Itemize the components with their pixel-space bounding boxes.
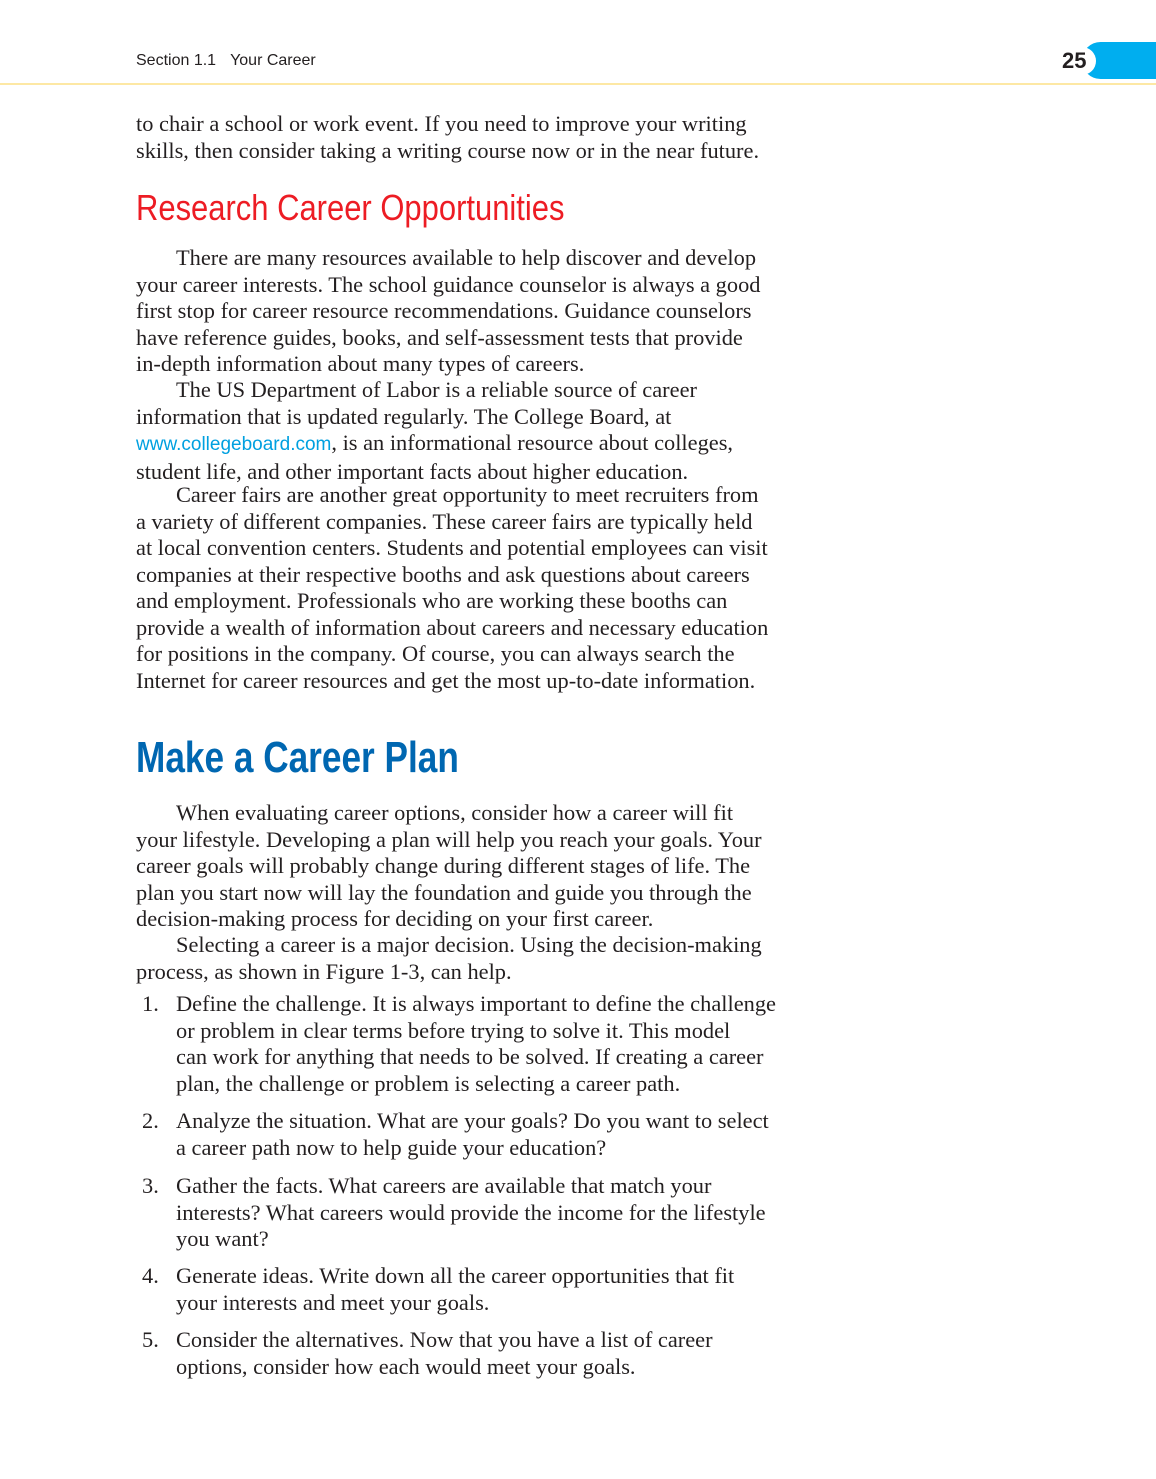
text-line: at local convention centers. Students and potential employees can visit: [136, 535, 768, 560]
text-line: can work for anything that needs to be solved. If creating a career: [176, 1044, 764, 1069]
page-number: 25: [1056, 47, 1096, 75]
text-line: your lifestyle. Developing a plan will help you reach your goals. Your: [136, 826, 762, 852]
text-line: you want?: [176, 1226, 269, 1251]
section-title: Your Career: [230, 52, 316, 69]
text-line: a career path now to help guide your education?: [176, 1134, 607, 1160]
heading-research-career-opportunities: Research Career Opportunities: [136, 187, 565, 228]
text-line: Gather the facts. What careers are available that match your: [176, 1173, 712, 1198]
paragraph: [136, 377, 733, 485]
text-line: Selecting a career is a major decision. Using the decision-making: [176, 932, 762, 957]
text-line: your interests and meet your goals.: [176, 1289, 490, 1315]
list-item: [136, 1263, 734, 1316]
text-line: in-depth information about many types of careers.: [136, 351, 585, 376]
text-line: or problem in clear terms before trying to solve it. This model: [176, 1017, 731, 1043]
text-line: options, consider how each would meet your goals.: [176, 1353, 636, 1379]
section-label: Section 1.1: [136, 52, 217, 69]
text-line: your career interests. The school guidance counselor is always a good: [136, 271, 761, 297]
text-line: provide a wealth of information about careers and necessary education: [136, 614, 769, 640]
collegeboard-link[interactable]: www.collegeboard.com: [136, 434, 332, 455]
list-item: [136, 1327, 713, 1380]
text-line: [136, 430, 733, 459]
list-number: 3.: [142, 1173, 159, 1198]
text-line: Career fairs are another great opportunity to meet recruiters from: [176, 482, 759, 507]
text-line: The US Department of Labor is a reliable source of career: [176, 377, 697, 402]
text-line: skills, then consider taking a writing course now or in the near future.: [136, 137, 760, 163]
text-line: Consider the alternatives. Now that you have a list of career: [176, 1327, 713, 1352]
list-item: [136, 1173, 766, 1253]
list-number: 2.: [142, 1108, 159, 1133]
text-line: companies at their respective booths and ask questions about careers: [136, 561, 750, 587]
header-rule: [0, 83, 1156, 85]
list-item: [136, 991, 776, 1097]
paragraph: [136, 482, 768, 694]
text-line: Internet for career resources and get the most up-to-date information.: [136, 667, 756, 693]
running-header: [136, 52, 316, 70]
list-number: 4.: [142, 1263, 159, 1288]
text-line: Generate ideas. Write down all the career opportunities that fit: [176, 1263, 735, 1288]
text-line: When evaluating career options, consider how a career will fit: [176, 800, 734, 825]
text-segment: , is an informational resource about colleges,: [331, 430, 734, 455]
text-line: process, as shown in Figure 1-3, can help.: [136, 958, 512, 984]
list-number: 1.: [142, 991, 159, 1016]
text-line: to chair a school or work event. If you need to improve your writing: [136, 111, 747, 136]
text-line: plan you start now will lay the foundation and guide you through the: [136, 879, 752, 905]
paragraph: [136, 800, 762, 933]
text-line: information that is updated regularly. The College Board, at: [136, 403, 672, 429]
list-item: [136, 1108, 769, 1161]
text-line: career goals will probably change during different stages of life. The: [136, 853, 751, 878]
paragraph: [136, 932, 762, 985]
list-number: 5.: [142, 1327, 159, 1352]
text-line: There are many resources available to help discover and develop: [176, 245, 757, 270]
text-line: interests? What careers would provide the income for the lifestyle: [176, 1199, 766, 1225]
text-line: and employment. Professionals who are working these booths can: [136, 588, 728, 613]
text-line: student life, and other important facts about higher education.: [136, 458, 689, 484]
text-line: Analyze the situation. What are your goals? Do you want to select: [176, 1108, 769, 1133]
text-line: a variety of different companies. These career fairs are typically held: [136, 508, 753, 534]
text-line: for positions in the company. Of course, you can always search the: [136, 641, 735, 666]
text-line: first stop for career resource recommendations. Guidance counselors: [136, 298, 752, 323]
text-line: plan, the challenge or problem is selecting a career path.: [176, 1070, 681, 1096]
text-line: Define the challenge. It is always important to define the challenge: [176, 991, 776, 1016]
heading-make-a-career-plan: Make a Career Plan: [136, 733, 459, 782]
text-line: decision-making process for deciding on your first career.: [136, 906, 654, 931]
paragraph: [136, 245, 760, 378]
text-line: have reference guides, books, and self-assessment tests that provide: [136, 324, 743, 350]
paragraph: [136, 111, 759, 164]
